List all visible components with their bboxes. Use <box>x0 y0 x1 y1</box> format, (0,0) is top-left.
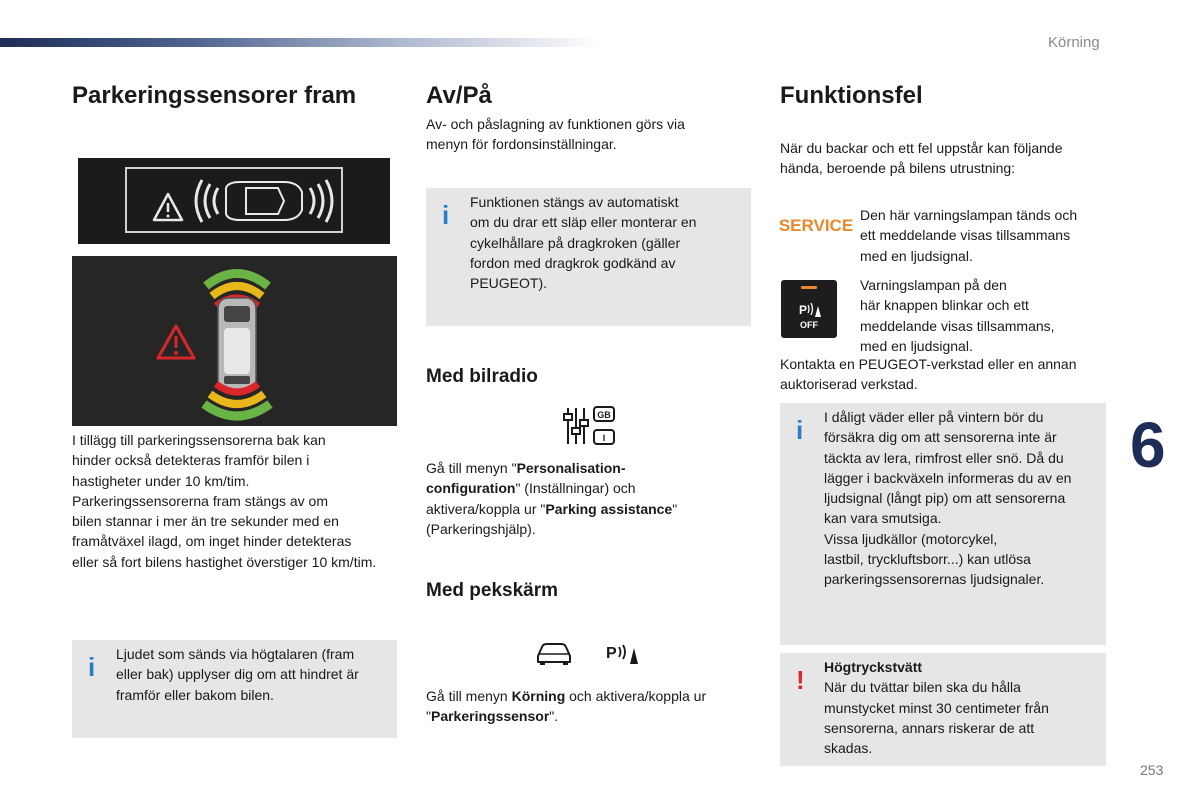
contact-text: Kontakta en PEUGEOT-verkstad eller en annan auktoriserad verkstad. <box>780 356 1077 393</box>
service-warning-icon <box>778 212 854 238</box>
info-icon: i <box>796 415 804 445</box>
svg-text:GB: GB <box>597 410 611 420</box>
info-icon: i <box>442 200 450 230</box>
warning-exclamation-icon: ! <box>796 665 805 695</box>
service-text: Den här varningslampan tänds och ett meddelande visas tillsammans med en ljudsignal. <box>860 207 1078 264</box>
chapter-number: 6 <box>1130 409 1166 481</box>
poff-text: Varningslampan på den här knappen blinkar och ett meddelande visas tillsammans, med en ljudsignal. <box>860 277 1055 354</box>
col2-intro: Av- och påslagning av funktionen görs via menyn för fordonsinställningar. <box>426 116 685 153</box>
sensor-zone-illustration <box>72 256 397 426</box>
col3-warning-text: Högtryckstvätt När du tvättar bilen ska du hålla munstycket minst 30 centimeter från sensorerna, annars riskerar de att skadas. <box>824 659 1049 757</box>
radio-title: Med bilradio <box>426 366 538 387</box>
page-number: 253 <box>1140 762 1164 778</box>
col2-note-text: Funktionen stängs av automatiskt om du drar ett släp eller monterar en cykelhållare på dragkroken (gäller fordon med dragkrok godkänd av PEUGEOT). <box>470 194 697 292</box>
touch-title: Med pekskärm <box>426 580 559 601</box>
col3-info-note <box>780 403 1106 645</box>
header-gradient-bar <box>0 38 600 47</box>
col3-intro: När du backar och ett fel uppstår kan följande hända, beroende på bilens utrustning: <box>780 140 1063 177</box>
col3-note-text: I dåligt väder eller på vintern bör du försäkra dig om att sensorerna inte är täckta av lera, rimfrost eller snö. Då du lägger i backväxeln informeras du av en ljudsignal (långt pip) om att sensorerna kan vara smutsiga. Vissa ljudkällor (motorcykel, lastbil, tryckluftsborr...) kan utlösa parkeringssensorernas ljudsignaler. <box>824 409 1072 588</box>
park-sensor-off-button-icon <box>781 280 837 338</box>
section-label: Körning <box>1048 34 1100 51</box>
col2-title: Av/På <box>426 82 492 109</box>
col2-info-note <box>426 188 751 326</box>
col1-note-text: Ljudet som sänds via högtalaren (fram eller bak) upplyser dig om att hindret är framför eller bakom bilen. <box>116 646 359 703</box>
park-sensor-icon <box>604 640 644 666</box>
col1-title: Parkeringssensorer fram <box>72 82 357 109</box>
radio-instructions: Gå till menyn "Personalisation- configuration" (Inställningar) och aktivera/koppla ur "Parking assistance" (Parkeringshjälp). <box>426 460 678 537</box>
svg-text:P: P <box>606 645 617 662</box>
col1-info-note <box>72 640 397 738</box>
touch-instructions: Gå till menyn Körning och aktivera/koppla ur "Parkeringssensor". <box>426 688 707 725</box>
svg-text:I: I <box>602 433 606 443</box>
col1-body: I tillägg till parkeringssensorerna bak kan hinder också detekteras framför bilen i hastigheter under 10 km/tim. Parkeringssensorerna fram stängs av om bilen stannar i mer än tre sekunder med en framåtväxel ilagd, om inget hinder detekteras eller så fort bilens hastighet överstiger 10 km/tim. <box>72 432 377 570</box>
svg-text:OFF: OFF <box>800 320 818 330</box>
info-icon: i <box>88 652 96 682</box>
front-sensor-display-illustration <box>78 158 390 244</box>
settings-sliders-icon <box>562 404 618 448</box>
car-top-view-icon <box>218 298 256 390</box>
svg-text:P: P <box>799 303 808 317</box>
car-icon <box>534 640 574 666</box>
col3-title: Funktionsfel <box>780 82 923 109</box>
col3-warning-note <box>780 653 1106 766</box>
svg-text:SERVICE: SERVICE <box>778 216 854 235</box>
